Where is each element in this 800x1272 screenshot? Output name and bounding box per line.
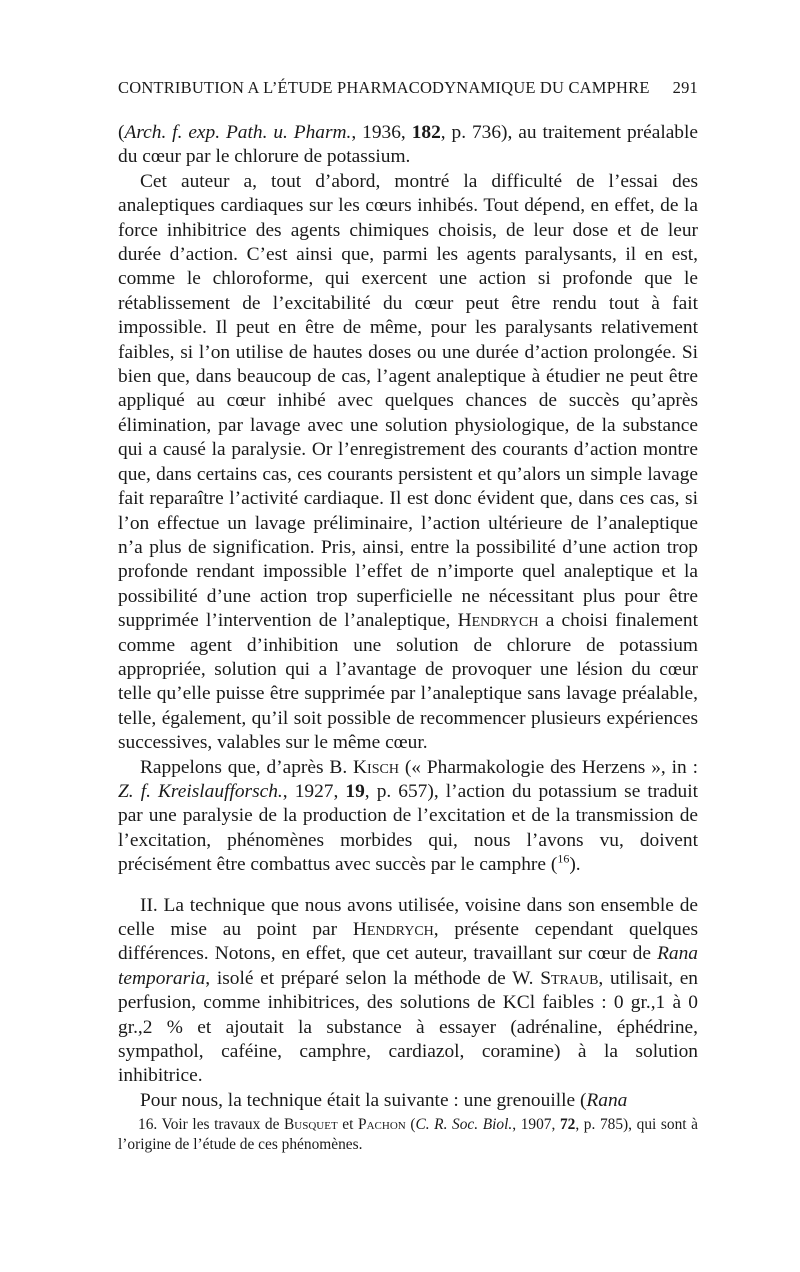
paragraph-2 bbox=[118, 170, 698, 756]
text-run: Rappelons que, d’après B. bbox=[140, 756, 354, 778]
author-name: Pachon bbox=[358, 1116, 406, 1133]
footnote bbox=[118, 1115, 698, 1155]
author-name: Hendrych bbox=[457, 610, 539, 632]
text-run: II. La technique que nous avons utilisée, voisine dans son ensemble de celle mise au point par bbox=[118, 894, 698, 940]
text-run: a choisi finalement comme agent d’inhibition une solution de chlorure de potassium appropriée, solution qui a l’avantage de provoquer une lésion du cœur telle qu’elle puisse être supprimée par l’analeptique sans lavage préalable, telle, également, qu’il soit possible de recommencer plusieurs expériences successives, valables sur le même cœur. bbox=[118, 610, 698, 754]
journal-citation: C. R. Soc. Biol. bbox=[415, 1116, 513, 1133]
author-name: Kisch bbox=[353, 756, 399, 778]
text-run: , isolé et préparé selon la méthode de W. bbox=[205, 967, 541, 989]
volume-number: 182 bbox=[411, 122, 441, 143]
text-run: , p. 657), l’action du potassium se traduit par une paralysie de la production de l’excitation et de la transmission de l’excitation, phénomènes morbides qui, nous l’avons vu, doivent précisément être combattus avec succès par le camphre ( bbox=[118, 780, 699, 876]
paragraph-1 bbox=[118, 121, 698, 170]
running-head-title: CONTRIBUTION A L’ÉTUDE PHARMACODYNAMIQUE DU CAMPHRE bbox=[118, 78, 650, 97]
body-text bbox=[118, 121, 698, 1113]
volume-number: 72 bbox=[559, 1116, 576, 1133]
text-run: , 1936, bbox=[351, 122, 412, 143]
text-run: Pour nous, la technique était la suivante : une grenouille ( bbox=[140, 1089, 587, 1111]
text-run: 16. Voir les travaux de bbox=[138, 1116, 285, 1133]
text-run: ( bbox=[118, 122, 125, 143]
text-run: ( bbox=[405, 1116, 416, 1133]
volume-number: 19 bbox=[345, 780, 365, 802]
text-run: , 1927, bbox=[282, 780, 346, 802]
paragraph-4 bbox=[118, 894, 698, 1089]
paragraph-3 bbox=[118, 756, 698, 878]
footnote-16 bbox=[118, 1115, 698, 1155]
text-run: ). bbox=[569, 854, 581, 876]
text-run: , 1907, bbox=[512, 1116, 560, 1133]
text-run: Cet auteur a, tout d’abord, montré la difficulté de l’essai des analeptiques cardiaques sur les cœurs inhibés. Tout dépend, en effet, de la force inhibitrice des agents chimiques choisis, de leur dose et de leur durée d’action. C’est ainsi que, parmi les agents paralysants, il en est, comme le chloroforme, qui exercent une action si profonde que le rétablissement de l’excitabilité du cœur peut être rendu tout à fait impossible. Il peut en être de même, pour les paralysants relativement faibles, si l’on utilise de hautes doses ou une durée d’action prolongée. Si bien que, dans beaucoup de cas, l’agent analeptique à étudier ne peut être appliqué au cœur inhibé avec quelques chances de succès qu’après élimination, par lavage avec une solution physiologique, de la substance qui a causé la paralysie. Or l’enregistrement des courants d’action montre que, dans certains cas, ces courants persistent et qu’alors un simple lavage fait reparaître l’activité cardiaque. Il est donc évident que, dans ces cas, si l’on effectue un lavage préliminaire, l’action ultérieure de l’analeptique n’a plus de signification. Pris, ainsi, entre la possibilité d’une action trop profonde rendant impossible l’effet de n’importe quel analeptique et la possibilité d’une action trop superficielle ne nécessitant plus pour être supprimée l’intervention de l’analeptique, bbox=[118, 170, 698, 632]
paragraph-5 bbox=[118, 1089, 698, 1113]
journal-citation: Z. f. Kreislaufforsch. bbox=[118, 780, 283, 802]
text-run: , p. 785), qui sont à l’origine de l’étude de ces phénomènes. bbox=[118, 1116, 698, 1153]
text-run: et bbox=[337, 1116, 359, 1133]
species-name: Rana temporaria bbox=[118, 943, 698, 989]
text-run: , utilisait, en perfusion, comme inhibitrices, des solutions de KCl faibles : 0 gr.,1 à 0 gr.,2 % et ajoutait la substance à essayer (adrénaline, éphédrine, sympathol, caféine, camphre, cardiazol, coramine) à la solution inhibitrice. bbox=[118, 967, 698, 1087]
journal-citation: Arch. f. exp. Path. u. Pharm. bbox=[124, 122, 352, 143]
author-name: Busquet bbox=[284, 1116, 338, 1133]
author-name: Straub bbox=[540, 967, 599, 989]
text-run: , présente cependant quelques différences. Notons, en effet, que cet auteur, travaillant sur cœur de bbox=[118, 919, 698, 965]
text-run: , p. 736), au traitement préalable du cœur par le chlorure de potassium. bbox=[118, 122, 698, 168]
text-run: (« Pharmakologie des Herzens », in : bbox=[398, 756, 698, 778]
author-name: Hendrych bbox=[352, 919, 434, 940]
running-header bbox=[118, 78, 698, 104]
species-name: Rana bbox=[586, 1089, 628, 1111]
page-number: 291 bbox=[672, 78, 698, 97]
footnote-ref: 16 bbox=[557, 851, 570, 866]
